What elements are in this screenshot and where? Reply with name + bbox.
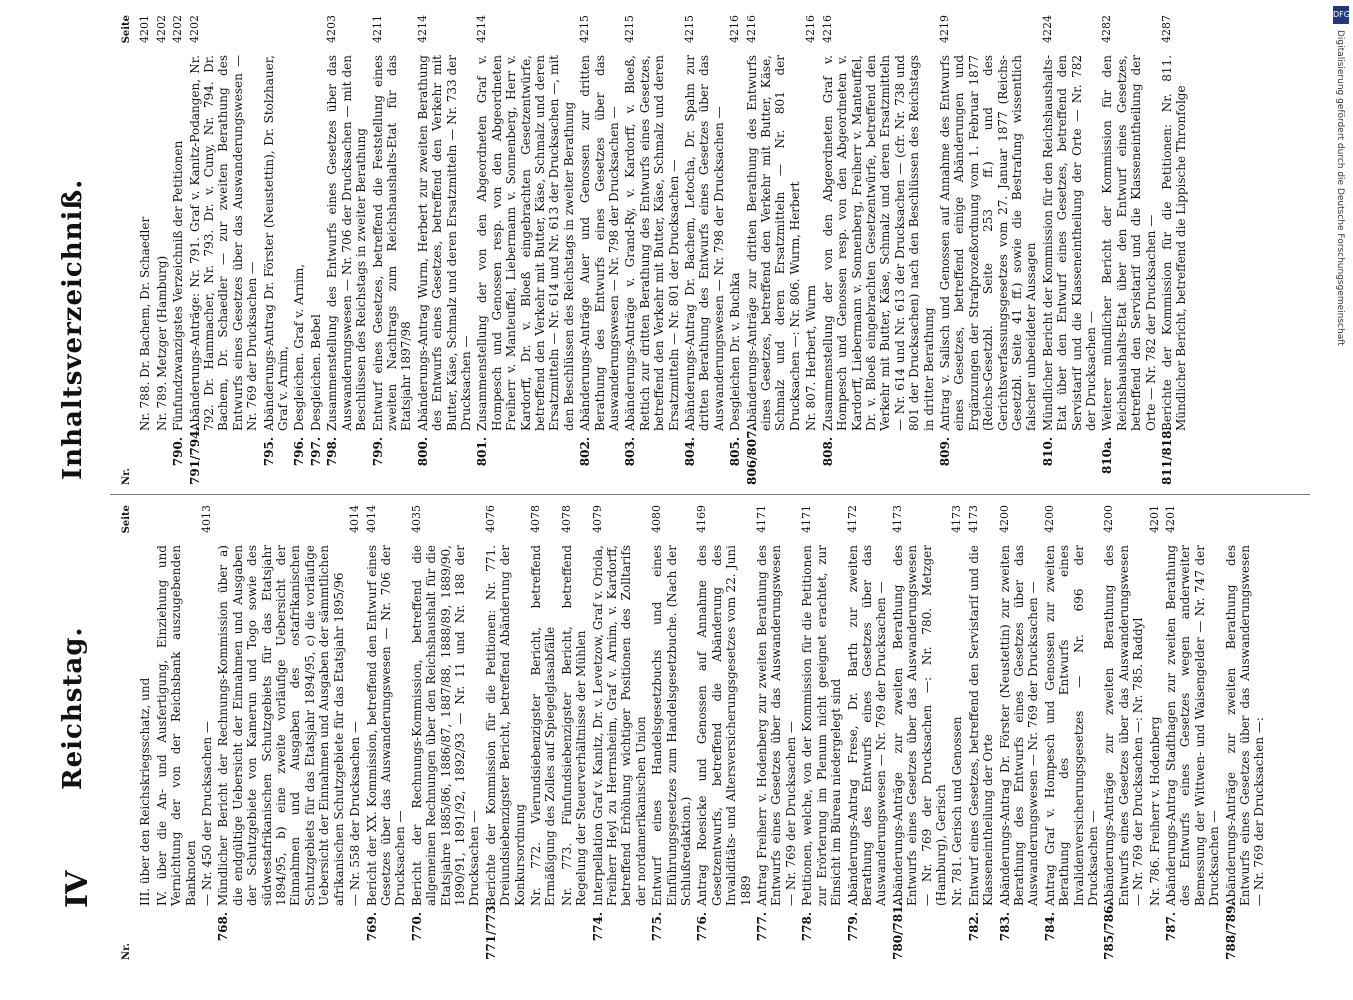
entry-number: 811/818. <box>1160 426 1175 485</box>
left-column <box>120 505 1269 960</box>
entry-number: 804. <box>683 437 698 467</box>
index-entry <box>171 15 185 485</box>
entry-text: Zusammenstellung des Entwurfs eines Gesetzes über das Auswanderungswesen — Nr. 706 der Drucksachen — mit den Beschlüssen des Reichstags in zweiter Berathung <box>325 55 369 431</box>
entry-text: — Nr. 558 der Drucksachen — <box>348 721 363 906</box>
entry-text: Nr. 772. Vierundsiebenzigster Bericht, betreffend Ermäßigung des Zolles auf Spiegelglasabfälle <box>528 545 558 906</box>
entry-page: 4214 <box>475 15 489 43</box>
entry-number: 774. <box>590 912 605 942</box>
entry-number: 783. <box>997 912 1012 942</box>
entry-text: Antrag Freiherr v. Hodenberg zur zweiten Berathung des Entwurfs eines Gesetzes über das Auswanderungswesen — Nr. 769 der Drucksachen — <box>755 545 798 906</box>
header-right-title: Inhaltsverzeichniß. <box>58 178 88 480</box>
index-entry <box>695 505 753 960</box>
index-entry <box>200 505 214 960</box>
entry-number: 809. <box>937 437 952 467</box>
entry-number: 800. <box>415 437 430 467</box>
entry-text: Bericht der XX. Kommission, betreffend den Entwurf eines Gesetzes über das Auswanderungswesen — Nr. 706 der Drucksachen — <box>364 545 408 906</box>
entry-page: 4171 <box>755 505 769 533</box>
entry-page: 4282 <box>1100 15 1114 43</box>
entry-text: Abänderungs-Anträge zur zweiten Berathung des Entwurfs eines Gesetzes über das Auswanderungswesen — Nr. 769 der Drucksachen —: Nr. 780. Metzger (Hamburg), Gerisch <box>890 545 948 906</box>
entry-text: Interpellation Graf v. Kanitz, Dr. v. Levetzow, Graf v. Oriola, Freiherr Heyl zu Herrnsheim, Graf v. Arnim, v. Kardorff, betreffend Erhöhung wichtiger Positionen des Zolltarifs der nordamerikanischen Union <box>590 545 648 906</box>
entry-page: 4201 <box>1164 505 1178 533</box>
index-entry <box>155 505 198 960</box>
entry-page: 4216 <box>728 15 742 43</box>
entry-text: Nr. 789. Metzger (Hamburg) <box>154 255 169 431</box>
entry-text: Fünfundzwanzigstes Verzeichniß der Petitionen <box>171 140 186 431</box>
entry-text: Abänderungs-Antrag Dr. Bachem, Letocha, Dr. Spahn zur dritten Berathung des Entwurfs eines Gesetzes über das Auswanderungswesen — Nr. 798 der Drucksachen — <box>683 55 726 431</box>
entry-page: 4224 <box>1040 15 1054 43</box>
entry-number: 782. <box>966 912 981 942</box>
entry-page: 4201 <box>1147 505 1161 533</box>
index-entry <box>745 15 803 485</box>
entry-text: Desgleichen. Bebel <box>308 314 323 431</box>
entry-number: 801. <box>475 437 490 467</box>
entry-page: 4014 <box>364 505 378 533</box>
index-entry <box>292 15 306 485</box>
index-entry <box>188 15 260 485</box>
entry-page: 4203 <box>325 15 339 43</box>
entry-number: 787. <box>1164 912 1179 942</box>
entry-page: 4211 <box>370 15 384 43</box>
entry-page: 4169 <box>695 505 709 533</box>
page-marker: IV <box>60 870 95 908</box>
entry-number: 808. <box>820 437 835 467</box>
entry-number: 797. <box>308 437 323 467</box>
entry-page: 4215 <box>683 15 697 43</box>
entry-number: 805. <box>728 437 743 467</box>
entry-number: 810a. <box>1100 437 1115 475</box>
index-entry <box>1100 15 1158 485</box>
index-entry <box>1224 505 1267 960</box>
index-entry <box>484 505 527 960</box>
index-entry <box>950 505 964 960</box>
index-entry <box>591 505 649 960</box>
entry-page: 4079 <box>590 505 604 533</box>
entry-number: 806/807. <box>744 426 759 485</box>
entry-page: 4200 <box>997 505 1011 533</box>
entry-text: Nr. 781. Gerisch und Genossen <box>950 716 965 906</box>
index-entry <box>846 505 889 960</box>
index-entry <box>416 15 474 485</box>
entry-text: Abänderungs-Antrag Stadthagen zur zweiten Berathung des Entwurfs eines Gesetzes wegen anderweiter Bemessung der Wittwen- und Waisengelder — Nr. 747 der Drucksachen — <box>1164 545 1222 906</box>
index-entry <box>309 15 323 485</box>
entry-number: 803. <box>623 437 638 467</box>
index-entry <box>529 505 558 960</box>
col-seite-label: Seite <box>121 505 132 534</box>
dfg-badge: DFG <box>1333 6 1349 24</box>
index-entry <box>728 15 742 485</box>
entry-page: 4013 <box>200 505 214 533</box>
entry-page: 4214 <box>415 15 429 43</box>
entry-text: Nr. 773. Fünfundsiebenzigster Bericht, betreffend Regelung der Steuerverhältnisse der Mühlen <box>559 545 589 906</box>
entry-page: 4078 <box>559 505 573 533</box>
index-entry <box>138 505 152 960</box>
entry-text: Desgleichen Dr. v. Buchka <box>728 272 743 431</box>
index-entry <box>155 15 169 485</box>
index-entry <box>410 505 482 960</box>
entry-number: 810. <box>1040 437 1055 467</box>
entry-page: 4173 <box>950 505 964 533</box>
entry-number: 769. <box>364 912 379 942</box>
entry-page: 4216 <box>744 15 758 43</box>
index-entry <box>623 15 681 485</box>
index-entry <box>1043 505 1101 960</box>
entry-page: 4215 <box>578 15 592 43</box>
index-entry <box>998 505 1041 960</box>
entry-page: 4202 <box>171 15 185 43</box>
entry-text: Abänderungs-Anträge v. Grand-Ry, v. Kardorff, v. Bloeß, Rettich zur dritten Berathung des Entwurfs eines Gesetzes, betreffend den Verkehr mit Butter, Käse, Schmalz und deren Ersatzmitteln — Nr. 801 der Drucksachen — <box>623 55 681 431</box>
entry-text: Berichte der Kommission für die Petitionen: Nr. 771. Dreiundsiebenzigster Bericht, betreffend Abänderung der Konkursordnung <box>483 545 527 906</box>
entry-text: Bericht der Rechnungs-Kommission, betreffend die allgemeinen Rechnungen über den Reichshaushalt für die Etatsjahre 1885/86, 1886/87, 1887/88, 1888/89, 1889/90, 1890/91, 1891/92, 1892/93 — Nr. 11 und Nr. 188 der Drucksachen — <box>409 545 482 906</box>
index-entry <box>821 15 936 485</box>
entry-page: 4200 <box>1102 505 1116 533</box>
entry-number: 790. <box>171 437 186 467</box>
right-column <box>120 15 1191 485</box>
header-left-title: Reichstag. <box>58 626 88 790</box>
right-column-header <box>120 15 134 485</box>
entry-number: 768. <box>216 912 231 942</box>
entry-page: 4080 <box>650 505 664 533</box>
entry-number: 776. <box>695 912 710 942</box>
entry-text: Entwurf eines Handelsgesetzbuchs und eines Einführungsgesetzes zum Handelsgesetzbuche. (Nach der Schlußredaktion.) <box>650 545 694 906</box>
index-entry <box>371 15 414 485</box>
entry-text: IV. über die An- und Ausfertigung, Einziehung und Vernichtung der von der Reichsbank auszugebenden Banknoten <box>154 545 198 906</box>
entry-number: 779. <box>845 912 860 942</box>
index-entry <box>138 15 152 485</box>
entry-text: Abänderungs-Anträge Auer und Genossen zur dritten Berathung des Entwurfs eines Gesetzes über das Auswanderungswesen — Nr. 798 der Drucksachen — <box>578 55 621 431</box>
entry-page: 4201 <box>138 15 152 43</box>
right-entry-list <box>138 15 1188 485</box>
index-entry <box>216 505 346 960</box>
page-header <box>0 0 110 1000</box>
index-entry <box>683 15 726 485</box>
entry-number: 802. <box>578 437 593 467</box>
entry-number: 798. <box>325 437 340 467</box>
entry-number: 795. <box>261 437 276 467</box>
entry-text: Mündlicher Bericht der Kommission für den Reichshaushalts-Etat über den Entwurf eines Gesetzes, betreffend den Servistarif und die Klasseneintheilung der Orte — Nr. 782 der Drucksachen — <box>1040 55 1098 431</box>
index-entry <box>650 505 693 960</box>
margin-strip <box>1333 6 1349 996</box>
entry-text: Zusammenstellung der von den Abgeordneten Graf v. Hompesch und Genossen resp. von den Abgeordneten Freiherr v. Manteuffel, Liebermann v. Sonnenberg, Herr v. Kardorff, Dr. v. Bloeß eingebrachten Gesetzentwürfe, betreffend den Verkehr mit Butter, Käse, Schmalz und deren Ersatzmitteln — Nr. 614 und Nr. 613 der Drucksachen —, mit den Beschlüssen des Reichstags in zweiter Berathung <box>475 55 576 431</box>
entry-page: 4078 <box>528 505 542 533</box>
entry-page: 4076 <box>483 505 497 533</box>
entry-page: 4035 <box>409 505 423 533</box>
index-entry <box>938 15 1039 485</box>
col-nr-label: Nr. <box>121 468 132 485</box>
col-seite-label: Seite <box>121 15 132 44</box>
entry-text: Mündlicher Bericht der Rechnungs-Kommission über a) die endgültige Uebersicht der Einnahmen und Ausgaben der Schutzgebiete von Kamerun und Togo sowie des südwestafrikanischen Schutzgebiets für das Etatsjahr 1894/95, b) eine zweite vorläufige Uebersicht der Einnahmen und Ausgaben des ostafrikanischen Schutzgebiets für das Etatsjahr 1894/95, c) die vorläufige Uebersicht der Einnahmen und Ausgaben der sämmtlichen afrikanischen Schutzgebiete für das Etatsjahr 1895/96 <box>216 545 346 906</box>
index-entry <box>578 15 621 485</box>
index-entry <box>348 505 362 960</box>
entry-number: 780/781. <box>890 901 905 960</box>
entry-text: Abänderungs-Antrag Dr. Förster (Neustettin) zur zweiten Berathung des Entwurfs eines Gesetzes über das Auswanderungswesen — Nr. 769 der Drucksachen — <box>997 545 1041 906</box>
entry-page: 4014 <box>348 505 362 533</box>
entry-text: Antrag v. Salisch und Genossen auf Annahme des Entwurfs eines Gesetzes, betreffend einige Abänderungen und Ergänzungen der Strafprozeßordnung vom 1. Februar 1877 (Reichs-Gesetzbl. Seite 253 ff.) und des Gerichtsverfassungsgesetzes vom 27. Januar 1877 (Reichs-Gesetzbl. Seite 41 ff.) sowie die Bestrafung wissentlich falscher unbeeideter Aussagen <box>937 55 1039 431</box>
index-entry <box>325 15 368 485</box>
left-column-header <box>120 505 134 960</box>
entry-number: 775. <box>650 912 665 942</box>
left-entry-list <box>138 505 1266 960</box>
entry-page: 4202 <box>154 15 168 43</box>
entry-text: Nr. 786. Freiherr v. Hodenberg <box>1147 716 1162 906</box>
entry-number: 771/773. <box>483 901 498 960</box>
index-entry <box>804 15 818 485</box>
entry-text: Abänderungs-Anträge zur dritten Berathung des Entwurfs eines Gesetzes, betreffend den Verkehr mit Butter, Käse, Schmalz und deren Ersatzmitteln — Nr. 801 der Drucksachen —: Nr. 806. Wurm, Herbert <box>744 55 802 431</box>
entry-text: Antrag Roesicke und Genossen auf Annahme des Gesetzentwurfs, betreffend die Abänderung des Invaliditäts- und Altersversicherungsgesetzes vom 22. Juni 1889 <box>695 545 753 906</box>
entry-text: Abänderungs-Anträge: Nr. 791. Graf v. Kanitz-Podangen, Nr. 792. Dr. Hammacher, Nr. 793. Dr. v. Cuny, Nr. 794. Dr. Bachem, Dr. Schaedler — zur zweiten Berathung des Entwurfs eines Gesetzes über das Auswanderungswesen — Nr. 769 der Drucksachen — <box>187 55 260 431</box>
entry-page: 4172 <box>845 505 859 533</box>
index-entry <box>1041 15 1099 485</box>
index-entry <box>1102 505 1145 960</box>
col-nr-label: Nr. <box>121 943 132 960</box>
entry-text: — Nr. 450 der Drucksachen — <box>200 721 215 906</box>
entry-text: Abänderungs-Antrag Frese, Dr. Barth zur zweiten Berathung des Entwurfs eines Gesetzes über das Auswanderungswesen — Nr. 769 der Drucksachen — <box>845 545 889 906</box>
entry-number: 770. <box>409 912 424 942</box>
entry-text: Abänderungs-Anträge zur zweiten Berathung des Entwurfs eines Gesetzes über das Auswanderungswesen — Nr. 769 der Drucksachen —: Nr. 785. Raddyl <box>1102 545 1146 906</box>
entry-text: Weiterer mündlicher Bericht der Kommission für den Reichshaushalts-Etat über den Entwurf eines Gesetzes, betreffend den Servistarif und die Klasseneintheilung der Orte — Nr. 782 der Drucksachen — <box>1100 55 1158 431</box>
entry-page: 4173 <box>890 505 904 533</box>
index-entry <box>800 505 843 960</box>
entry-number: 791/794. <box>187 426 202 485</box>
entry-page: 4219 <box>937 15 951 43</box>
entry-page: 4216 <box>804 15 818 43</box>
digitization-credit: Digitalisierung gefördert durch die Deutsche Forschungsgemeinschaft <box>1335 30 1345 346</box>
entry-number: 778. <box>800 912 815 942</box>
entry-page: 4287 <box>1160 15 1174 43</box>
entry-text: Berichte der Kommission für die Petitionen: Nr. 811. Mündlicher Bericht, betreffend die Lippische Thronfolge <box>1160 55 1189 431</box>
entry-text: Petitionen, welche, von der Kommission für die Petitionen zur Erörterung im Plenum nicht geeignet erachtet, zur Einsicht im Büreau niedergelegt sind <box>800 545 844 906</box>
entry-text: Antrag Graf v. Hompesch und Genossen zur zweiten Berathung des Entwurfs eines Invalidenversicherungsgesetzes — Nr. 696 der Drucksachen — <box>1042 545 1100 906</box>
entry-text: Abänderungs-Antrag Wurm, Herbert zur zweiten Berathung des Entwurfs eines Gesetzes, betreffend den Verkehr mit Butter, Käse, Schmalz und deren Ersatzmitteln — Nr. 733 der Drucksachen — <box>415 55 473 431</box>
entry-text: III. über den Reichskriegsschatz, und <box>138 677 153 906</box>
entry-page: 4200 <box>1042 505 1056 533</box>
index-entry <box>755 505 798 960</box>
entry-text: Entwurf eines Gesetzes, betreffend den Servistarif und die Klasseneintheilung der Orte <box>966 545 996 906</box>
entry-text: Nr. 788. Dr. Bachem, Dr. Schaedler <box>138 216 153 431</box>
entry-number: 799. <box>370 437 385 467</box>
index-entry <box>365 505 408 960</box>
index-entry <box>1164 505 1222 960</box>
index-entry <box>1160 15 1189 485</box>
entry-text: Nr. 807. Herbert, Wurm <box>804 284 819 431</box>
entry-number: 796. <box>292 437 307 467</box>
entry-number: 784. <box>1042 912 1057 942</box>
entry-text: Entwurf eines Gesetzes, betreffend die Feststellung eines zweiten Nachtrags zum Reichshaushalts-Etat für das Etatsjahr 1897/98 <box>370 55 414 431</box>
entry-number: 777. <box>755 912 770 942</box>
index-entry <box>967 505 996 960</box>
entry-text: Abänderungs-Anträge zur zweiten Berathung des Entwurfs eines Gesetzes über das Auswanderungswesen — Nr. 769 der Drucksachen —: <box>1223 545 1267 906</box>
index-entry <box>262 15 291 485</box>
index-entry <box>1148 505 1162 960</box>
entry-page: 4215 <box>623 15 637 43</box>
column-divider <box>110 494 1310 495</box>
entry-number: 788/789. <box>1223 901 1238 960</box>
entry-text: Abänderungs-Antrag Dr. Förster (Neustettin), Dr. Stolzhauer, Graf v. Arnim, <box>261 55 291 431</box>
entry-page: 4171 <box>800 505 814 533</box>
entry-number: 785/786. <box>1102 901 1117 960</box>
entry-page: 4173 <box>966 505 980 533</box>
entry-page: 4202 <box>187 15 201 43</box>
entry-text: Desgleichen. Graf v. Arnim, <box>292 263 307 431</box>
index-entry <box>475 15 576 485</box>
index-entry <box>560 505 589 960</box>
index-entry <box>891 505 949 960</box>
entry-text: Zusammenstellung der von den Abgeordneten Graf v. Hompesch und Genossen resp. von den Abgeordneten v. Kardorff, Liebermann v. Sonnenberg, Freiherr v. Manteuffel, Dr. v. Bloeß eingebrachten Gesetzentwürfe, betreffend den Verkehr mit Butter, Käse, Schmalz und deren Ersatzmitteln — Nr. 614 und Nr. 613 der Drucksachen — (cfr. Nr. 738 und 801 der Drucksachen) nach den Beschlüssen des Reichstags in dritter Berathung <box>820 55 936 431</box>
entry-page: 4216 <box>820 15 834 43</box>
